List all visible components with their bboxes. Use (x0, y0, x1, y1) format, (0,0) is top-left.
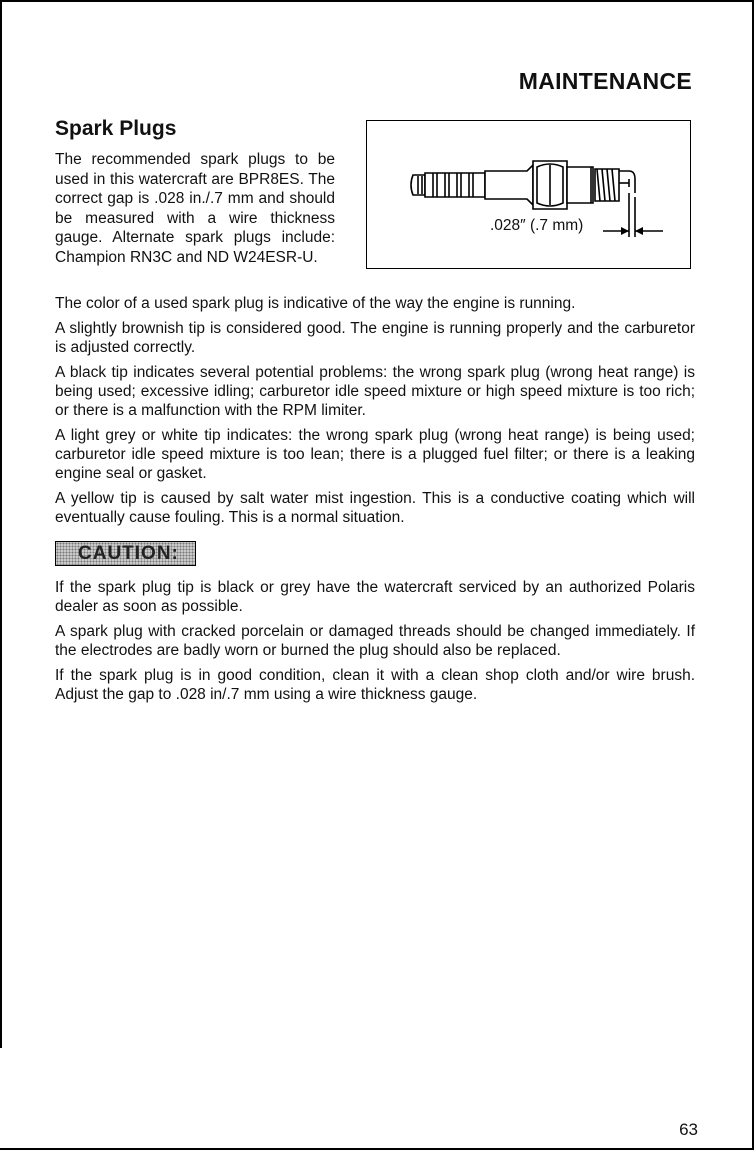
gap-dimension-arrows (621, 227, 643, 235)
paragraph-replace: A spark plug with cracked porcelain or damaged threads should be changed immediately. If the electrodes are badly worn or burned the plug should also be replaced. (55, 622, 695, 660)
spark-plug-illustration (367, 121, 692, 270)
paragraph-grey-tip: A light grey or white tip indicates: the wrong spark plug (wrong heat range) is being used; carburetor idle speed mixture is too lean; there is a plugged fuel filter; or there is a leaking engine seal or gasket. (55, 426, 695, 483)
paragraph-black-tip: A black tip indicates several potential problems: the wrong spark plug (wrong heat range) is being used; excessive idling; carburetor idle speed mixture or high speed mixture is too rich; or there is a malfunction with the RPM limiter. (55, 363, 695, 420)
left-margin-rule (0, 0, 2, 1048)
spark-plug-figure (366, 120, 691, 269)
section-title: Spark Plugs (55, 117, 177, 140)
paragraph-yellow-tip: A yellow tip is caused by salt water mist ingestion. This is a conductive coating which will eventually cause fouling. This is a normal situation. (55, 489, 695, 527)
page-number: 63 (679, 1120, 698, 1139)
intro-paragraph: The recommended spark plugs to be used in this watercraft are BPR8ES. The correct gap is .028 in./.7 mm and should be measured with a wire thickness gauge. Alternate spark plugs include: Champion RN3C and ND W24ESR-U. (55, 151, 335, 266)
body-text (55, 294, 695, 710)
paragraph-color: The color of a used spark plug is indicative of the way the engine is running. (55, 295, 576, 312)
paragraph-clean: If the spark plug is in good condition, clean it with a clean shop cloth and/or wire brush. Adjust the gap to .028 in/.7 mm using a wire thickness gauge. (55, 666, 695, 703)
paragraph-service: If the spark plug tip is black or grey have the watercraft serviced by an authorized Polaris dealer as soon as possible. (55, 578, 695, 616)
page-header-title: MAINTENANCE (518, 68, 692, 94)
gap-dimension-label: .028″ (.7 mm) (490, 217, 584, 234)
caution-badge: CAUTION: (55, 541, 196, 566)
paragraph-brown-tip: A slightly brownish tip is considered good. The engine is running properly and the carburetor is adjusted correctly. (55, 319, 695, 356)
